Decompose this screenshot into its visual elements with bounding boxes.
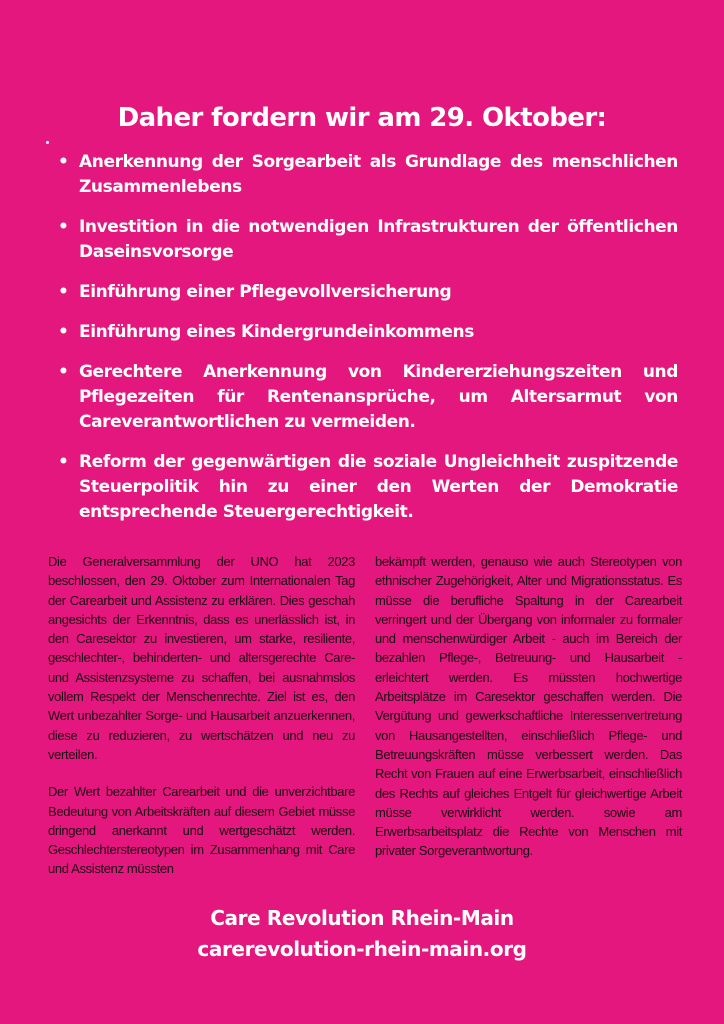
demands-list: [58, 150, 678, 540]
body-columns: [48, 552, 682, 879]
demand-item-1: [58, 150, 678, 200]
demand-item-5: [58, 360, 678, 435]
bullet-icon: •: [58, 322, 69, 342]
demand-text: Reform der gegenwärtigen die soziale Ungleichheit zuspitzende Steuerpolitik hin zu einer den Werten der Demokratie entsprechende Steuergerechtigkeit.: [79, 452, 678, 522]
demand-text: Investition in die notwendigen Infrastrukturen der öffentlichen Daseinsvorsorge: [79, 217, 678, 262]
demand-item-2: [58, 215, 678, 265]
bullet-icon: •: [58, 362, 69, 382]
stray-dot: [46, 141, 49, 144]
demand-text: Anerkennung der Sorgearbeit als Grundlage des menschlichen Zusammenlebens: [79, 152, 678, 197]
left-column: [48, 552, 355, 879]
bullet-icon: •: [58, 282, 69, 302]
body-paragraph: bekämpft werden, genauso wie auch Stereotypen von ethnischer Zugehörigkeit, Alter und Migrationsstatus. Es müsse die berufliche Spaltung in der Carearbeit verringert und der Übergang von informaler zu formaler und menschenwürdiger Arbeit - auch im Bereich der bezahlen Pflege-, Betreuung- und Hausarbeit - erleichtert werden. Es müssten hochwertige Arbeitsplätze im Caresektor geschaffen werden. Die Vergütung und gewerkschaftliche Interessenvertretung von Hausangestellten, einschließlich Pflege- und Betreuungskräften müsse verbessert werden. Das Recht von Frauen auf eine Erwerbsarbeit, einschließlich des Rechts auf gleiches Entgelt für gleichwertige Arbeit müsse verwirklicht werden. sowie am Erwerbsarbeitsplatz die Rechte von Menschen mit privater Sorgeverantwortung.: [375, 554, 682, 859]
demand-item-4: [58, 320, 678, 345]
bullet-icon: •: [58, 217, 69, 237]
footer-website: carerevolution-rhein-main.org: [197, 937, 527, 961]
bullet-icon: •: [58, 452, 69, 472]
demand-text: Einführung einer Pflegevollversicherung: [79, 282, 452, 302]
demand-text: Gerechtere Anerkennung von Kindererziehungszeiten und Pflegezeiten für Rentenansprüche, um Altersarmut von Careverantwortlichen zu vermeiden.: [79, 362, 678, 432]
bullet-icon: •: [58, 152, 69, 172]
right-column: [375, 552, 682, 879]
demand-item-3: [58, 280, 678, 305]
demand-text: Einführung eines Kindergrundeinkommens: [79, 322, 474, 342]
demand-item-6: [58, 450, 678, 525]
footer-organization: Care Revolution Rhein-Main: [210, 906, 514, 930]
body-paragraph: Der Wert bezahlter Carearbeit und die unverzichtbare Bedeutung von Arbeitskräften auf diesem Gebiet müsse dringend anerkannt und wertgeschätzt werden. Geschlechterstereotypen im Zusammenhang mit Care und Assistenz müssten: [48, 784, 355, 877]
body-paragraph: Die Generalversammlung der UNO hat 2023 beschlossen, den 29. Oktober zum Internationalen Tag der Carearbeit und Assistenz zu erklären. Dies geschah angesichts der Erkenntnis, dass es unerlässlich ist, in den Caresektor zu investieren, um starke, resiliente, geschlechter-, behinderten- und altersgerechte Care- und Assistenzsysteme zu schaffen, bei ausnahmslos vollem Respekt der Menschenrechte. Ziel ist es, den Wert unbezahlter Sorge- und Hausarbeit anzuerkennen, diese zu reduzieren, zu wertschätzen und neu zu verteilen.: [48, 554, 355, 762]
page-heading: Daher fordern wir am 29. Oktober:: [117, 103, 607, 133]
